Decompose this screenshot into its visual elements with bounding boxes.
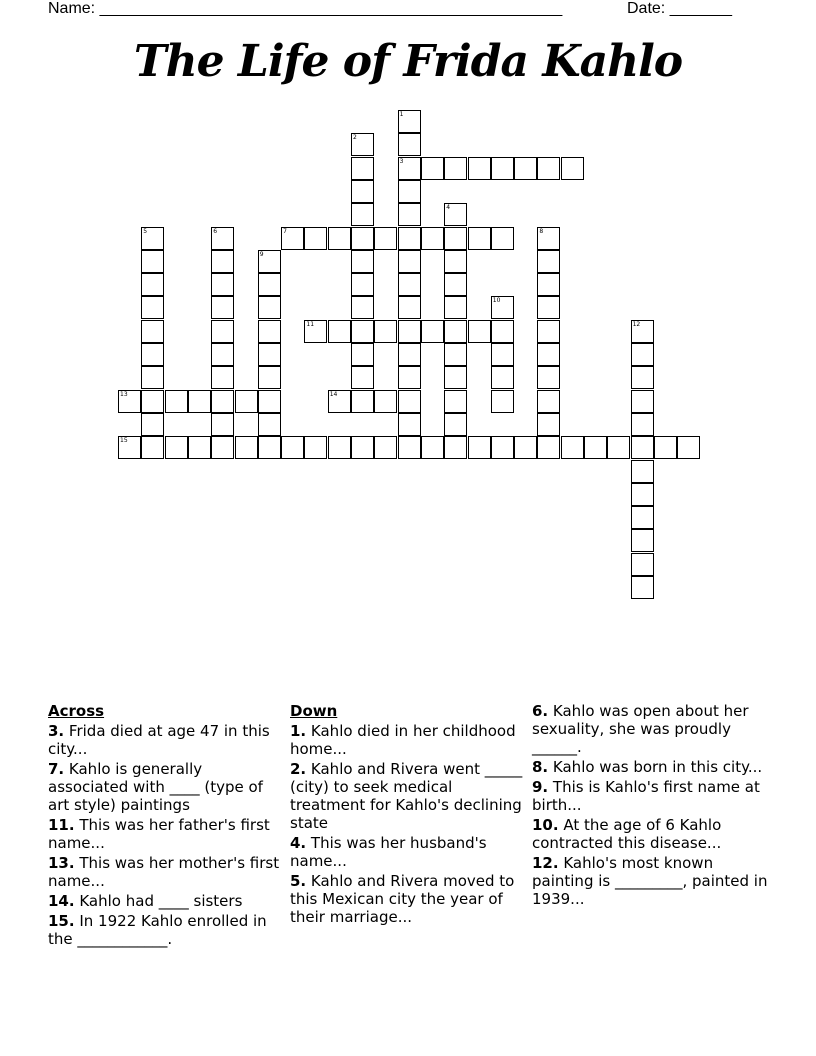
cell-number: 1 — [399, 111, 404, 118]
crossword-cell[interactable] — [631, 413, 654, 436]
crossword-cell[interactable] — [304, 436, 327, 459]
clue-text: This is Kahlo's first name at birth... — [532, 778, 760, 814]
crossword-cell[interactable] — [537, 227, 560, 250]
clue-text: At the age of 6 Kahlo contracted this disease... — [532, 816, 722, 852]
clue-text: Kahlo died in her childhood home... — [290, 722, 516, 758]
crossword-cell[interactable] — [258, 320, 281, 343]
crossword-cell[interactable] — [398, 320, 421, 343]
crossword-cell[interactable] — [444, 227, 467, 250]
down-heading: Down — [290, 702, 338, 720]
crossword-cell[interactable] — [211, 250, 234, 273]
crossword-cell[interactable] — [141, 343, 164, 366]
crossword-cell[interactable] — [351, 320, 374, 343]
cell-number: 14 — [329, 390, 338, 398]
crossword-cell[interactable] — [258, 250, 281, 273]
crossword-cell[interactable] — [211, 320, 234, 343]
clues-across — [48, 702, 284, 950]
crossword-cell[interactable] — [491, 157, 514, 180]
crossword-cell[interactable] — [165, 390, 188, 413]
crossword-cell[interactable] — [211, 343, 234, 366]
crossword-cell[interactable] — [537, 390, 560, 413]
crossword-cell[interactable] — [351, 390, 374, 413]
crossword-cell[interactable] — [468, 157, 491, 180]
crossword-cell[interactable] — [537, 250, 560, 273]
crossword-cell[interactable] — [118, 436, 141, 459]
name-field-label: Name: ____________________________________________________ — [48, 0, 563, 17]
clue-text: Kahlo and Rivera went _____ (city) to seek medical treatment for Kahlo's declining state — [290, 760, 523, 832]
crossword-cell[interactable] — [444, 273, 467, 296]
crossword-cell[interactable] — [537, 296, 560, 319]
clue-down-4 — [290, 834, 526, 870]
crossword-cell[interactable] — [491, 343, 514, 366]
clue-number: 8. — [532, 758, 549, 776]
crossword-cell[interactable] — [141, 250, 164, 273]
crossword-cell[interactable] — [631, 343, 654, 366]
crossword-cell[interactable] — [211, 413, 234, 436]
clue-text: Kahlo was open about her sexuality, she was proudly ______. — [532, 702, 749, 756]
crossword-cell[interactable] — [351, 180, 374, 203]
crossword-cell[interactable] — [374, 320, 397, 343]
clue-down-5 — [290, 872, 526, 926]
crossword-cell[interactable] — [351, 366, 374, 389]
clue-text: This was her mother's first name... — [48, 854, 280, 890]
crossword-cell[interactable] — [211, 390, 234, 413]
crossword-cell[interactable] — [118, 390, 141, 413]
crossword-cell[interactable] — [654, 436, 677, 459]
crossword-cell[interactable] — [444, 436, 467, 459]
crossword-cell[interactable] — [141, 390, 164, 413]
crossword-cell[interactable] — [491, 296, 514, 319]
crossword-cell[interactable] — [468, 436, 491, 459]
clue-down-1 — [290, 722, 526, 758]
cell-number: 5 — [143, 227, 148, 235]
clue-number: 12. — [532, 854, 559, 872]
clue-number: 13. — [48, 854, 75, 872]
clue-down-6 — [532, 702, 768, 756]
crossword-cell[interactable] — [468, 320, 491, 343]
crossword-cell[interactable] — [141, 296, 164, 319]
clue-across-7 — [48, 760, 284, 814]
crossword-cell[interactable] — [211, 273, 234, 296]
cell-number: 4 — [446, 204, 451, 212]
crossword-cell[interactable] — [258, 273, 281, 296]
clue-across-14 — [48, 892, 284, 910]
crossword-cell[interactable] — [631, 529, 654, 552]
crossword-cell[interactable] — [444, 343, 467, 366]
crossword-cell[interactable] — [631, 553, 654, 576]
clue-across-15 — [48, 912, 284, 948]
crossword-cell[interactable] — [165, 436, 188, 459]
clue-number: 15. — [48, 912, 75, 930]
crossword-cell[interactable] — [351, 157, 374, 180]
clue-number: 4. — [290, 834, 307, 852]
crossword-cell[interactable] — [351, 343, 374, 366]
crossword-cell[interactable] — [141, 366, 164, 389]
crossword-cell[interactable] — [304, 227, 327, 250]
crossword-cell[interactable] — [328, 436, 351, 459]
crossword-cell[interactable] — [444, 296, 467, 319]
crossword-cell[interactable] — [398, 250, 421, 273]
crossword-cell[interactable] — [537, 413, 560, 436]
cell-number: 12 — [632, 320, 641, 328]
crossword-cell[interactable] — [374, 390, 397, 413]
crossword-cell[interactable] — [351, 203, 374, 226]
crossword-cell[interactable] — [584, 436, 607, 459]
crossword-cell[interactable] — [351, 227, 374, 250]
crossword-cell[interactable] — [398, 366, 421, 389]
clue-number: 1. — [290, 722, 307, 740]
clue-number: 9. — [532, 778, 549, 796]
crossword-cell[interactable] — [444, 157, 467, 180]
crossword-cell[interactable] — [444, 320, 467, 343]
crossword-cell[interactable] — [491, 227, 514, 250]
crossword-cell[interactable] — [421, 157, 444, 180]
crossword-cell[interactable] — [235, 390, 258, 413]
clue-number: 5. — [290, 872, 307, 890]
clue-text: Kahlo had ____ sisters — [79, 892, 243, 910]
crossword-cell[interactable] — [258, 436, 281, 459]
crossword-cell[interactable] — [631, 390, 654, 413]
crossword-cell[interactable] — [258, 343, 281, 366]
clue-down-2 — [290, 760, 526, 832]
clue-number: 2. — [290, 760, 307, 778]
crossword-cell[interactable] — [537, 366, 560, 389]
clue-number: 6. — [532, 702, 549, 720]
clue-down-8 — [532, 758, 768, 776]
clue-text: Kahlo was born in this city... — [552, 758, 763, 776]
across-heading: Across — [48, 702, 105, 720]
clue-text: Kahlo is generally associated with ____ (type of art style) paintings — [48, 760, 263, 814]
cell-number: 10 — [492, 297, 501, 305]
cell-number: 11 — [306, 320, 315, 328]
crossword-cell[interactable] — [141, 320, 164, 343]
cell-number: 2 — [353, 134, 357, 142]
crossword-cell[interactable] — [514, 157, 537, 180]
crossword-cell[interactable] — [258, 413, 281, 436]
crossword-cell[interactable] — [561, 157, 584, 180]
crossword-cell[interactable] — [491, 320, 514, 343]
crossword-cell[interactable] — [444, 203, 467, 226]
crossword-cell[interactable] — [631, 483, 654, 506]
crossword-cell[interactable] — [491, 366, 514, 389]
crossword-cell[interactable] — [444, 413, 467, 436]
crossword-cell[interactable] — [398, 203, 421, 226]
clue-number: 10. — [532, 816, 559, 834]
crossword-cell[interactable] — [235, 436, 258, 459]
clues-down-continued — [532, 702, 768, 910]
crossword-cell[interactable] — [421, 320, 444, 343]
clue-text: This was her husband's name... — [290, 834, 487, 870]
crossword-cell[interactable] — [188, 436, 211, 459]
crossword-cell[interactable] — [211, 436, 234, 459]
crossword-cell[interactable] — [398, 436, 421, 459]
crossword-cell[interactable] — [537, 343, 560, 366]
crossword-cell[interactable] — [351, 436, 374, 459]
crossword-cell[interactable] — [258, 296, 281, 319]
clue-number: 14. — [48, 892, 75, 910]
crossword-cell[interactable] — [398, 110, 421, 133]
crossword-cell[interactable] — [211, 227, 234, 250]
crossword-cell[interactable] — [304, 320, 327, 343]
crossword-cell[interactable] — [468, 227, 491, 250]
crossword-cell[interactable] — [398, 157, 421, 180]
crossword-cell[interactable] — [398, 296, 421, 319]
cell-number: 8 — [539, 227, 544, 235]
crossword-cell[interactable] — [561, 436, 584, 459]
cell-number: 6 — [213, 227, 218, 235]
clue-across-3 — [48, 722, 284, 758]
crossword-cell[interactable] — [421, 436, 444, 459]
crossword-cell[interactable] — [351, 273, 374, 296]
crossword-cell[interactable] — [211, 296, 234, 319]
crossword-cell[interactable] — [281, 436, 304, 459]
clue-down-12 — [532, 854, 768, 908]
crossword-cell[interactable] — [631, 320, 654, 343]
crossword-cell[interactable] — [281, 227, 304, 250]
crossword-cell[interactable] — [537, 436, 560, 459]
crossword-cell[interactable] — [258, 366, 281, 389]
crossword-cell[interactable] — [398, 133, 421, 156]
crossword-cell[interactable] — [351, 250, 374, 273]
crossword-cell[interactable] — [537, 320, 560, 343]
crossword-cell[interactable] — [421, 227, 444, 250]
crossword-cell[interactable] — [141, 413, 164, 436]
page-title: The Life of Frida Kahlo — [133, 36, 683, 87]
crossword-cell[interactable] — [398, 227, 421, 250]
crossword-cell[interactable] — [398, 273, 421, 296]
crossword-cell[interactable] — [141, 227, 164, 250]
crossword-cell[interactable] — [631, 436, 654, 459]
crossword-cell[interactable] — [398, 180, 421, 203]
crossword-cell[interactable] — [444, 390, 467, 413]
clue-down-9 — [532, 778, 768, 814]
crossword-cell[interactable] — [631, 506, 654, 529]
cell-number: 13 — [120, 390, 128, 398]
crossword-cell[interactable] — [514, 436, 537, 459]
crossword-cell[interactable] — [398, 413, 421, 436]
crossword-cell[interactable] — [607, 436, 630, 459]
crossword-cell[interactable] — [631, 460, 654, 483]
clue-text: Frida died at age 47 in this city... — [48, 722, 270, 758]
clue-text: In 1922 Kahlo enrolled in the ____________. — [48, 912, 267, 948]
cell-number: 15 — [120, 437, 128, 445]
clue-text: Kahlo and Rivera moved to this Mexican city the year of their marriage... — [290, 872, 515, 926]
crossword-cell[interactable] — [631, 576, 654, 599]
crossword-cell[interactable] — [351, 133, 374, 156]
crossword-cell[interactable] — [398, 343, 421, 366]
clue-number: 7. — [48, 760, 65, 778]
crossword-cell[interactable] — [188, 390, 211, 413]
cell-number: 3 — [399, 157, 404, 165]
crossword-cell[interactable] — [328, 390, 351, 413]
crossword-cell[interactable] — [444, 250, 467, 273]
crossword-cell[interactable] — [631, 366, 654, 389]
crossword-cell[interactable] — [258, 390, 281, 413]
cell-number: 7 — [283, 227, 287, 235]
crossword-cell[interactable] — [537, 273, 560, 296]
clue-across-11 — [48, 816, 284, 852]
crossword-cell[interactable] — [677, 436, 700, 459]
clues-down — [290, 702, 526, 928]
crossword-cell[interactable] — [328, 320, 351, 343]
clue-number: 3. — [48, 722, 65, 740]
clue-down-10 — [532, 816, 768, 852]
crossword-cell[interactable] — [141, 273, 164, 296]
crossword-cell[interactable] — [141, 436, 164, 459]
crossword-cell[interactable] — [491, 436, 514, 459]
crossword-cell[interactable] — [374, 227, 397, 250]
crossword-cell[interactable] — [328, 227, 351, 250]
crossword-cell[interactable] — [398, 390, 421, 413]
crossword-cell[interactable] — [374, 436, 397, 459]
crossword-cell[interactable] — [537, 157, 560, 180]
crossword-cell[interactable] — [444, 366, 467, 389]
crossword-cell[interactable] — [211, 366, 234, 389]
clue-across-13 — [48, 854, 284, 890]
clue-text: This was her father's first name... — [48, 816, 270, 852]
clue-number: 11. — [48, 816, 75, 834]
cell-number: 9 — [259, 250, 264, 258]
crossword-cell[interactable] — [491, 390, 514, 413]
clue-text: Kahlo's most known painting is _________, painted in 1939... — [532, 854, 768, 908]
crossword-cell[interactable] — [351, 296, 374, 319]
date-field-label: Date: _______ — [627, 0, 732, 17]
